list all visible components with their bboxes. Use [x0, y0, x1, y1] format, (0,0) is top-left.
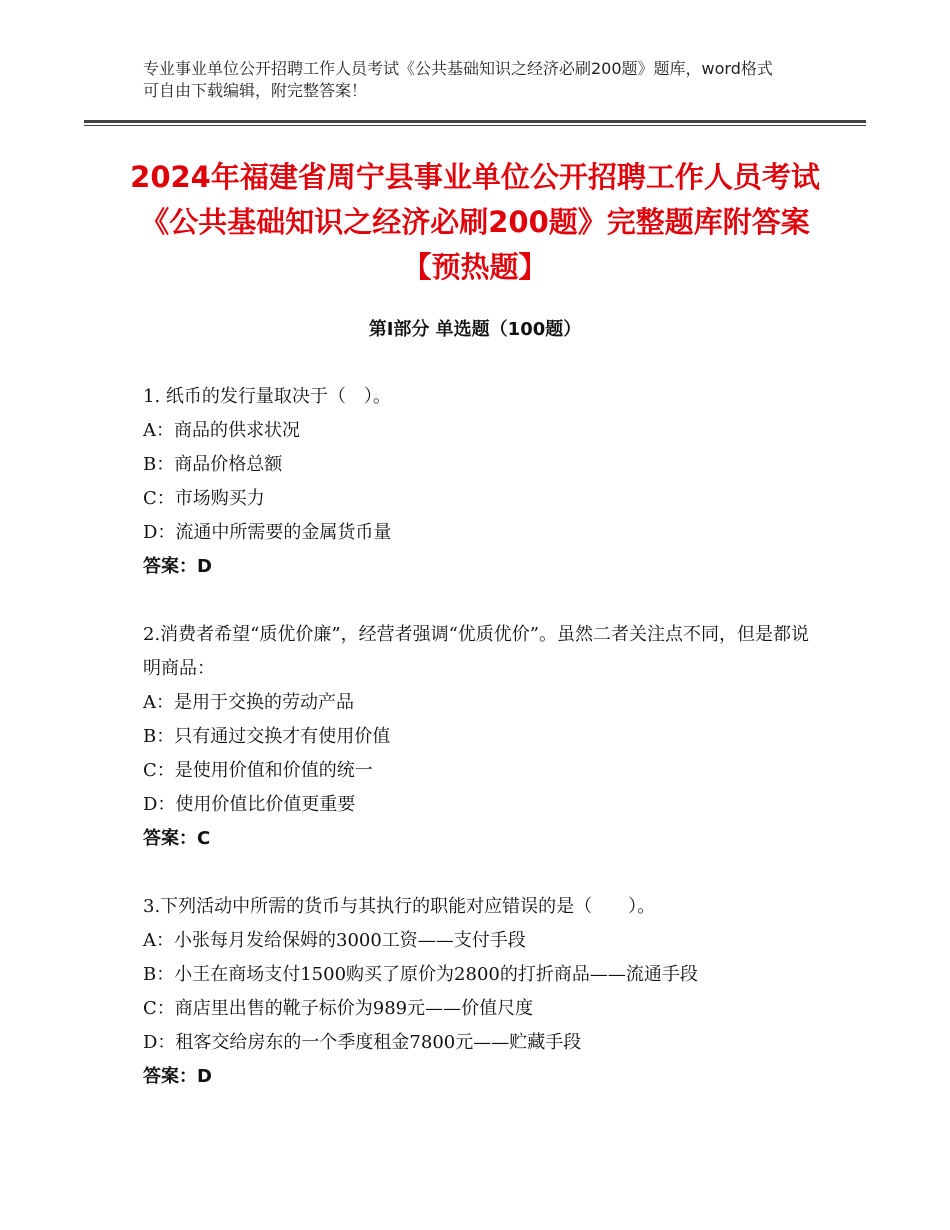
answer-label: 答案： — [143, 556, 197, 577]
question-text: 3.下列活动中所需的货币与其执行的职能对应错误的是（ ）。 — [143, 896, 656, 917]
answer-row — [143, 550, 813, 584]
question-list — [143, 380, 813, 1128]
option-b: B：只有通过交换才有使用价值 — [143, 726, 391, 747]
header-divider — [84, 120, 866, 123]
option-b: B：商品价格总额 — [143, 454, 283, 475]
question-1 — [143, 380, 813, 584]
option-c: C：市场购买力 — [143, 488, 265, 509]
document-title: 2024年福建省周宁县事业单位公开招聘工作人员考试《公共基础知识之经济必刷200题》完整题库附答案【预热题】 — [130, 160, 820, 284]
option-d: D：流通中所需要的金属货币量 — [143, 522, 392, 543]
option-b: B：小王在商场支付1500购买了原价为2800的打折商品——流通手段 — [143, 964, 698, 985]
header-note: 专业事业单位公开招聘工作人员考试《公共基础知识之经济必刷200题》题库，word格式可自由下载编辑，附完整答案！ — [143, 59, 773, 100]
answer-label: 答案： — [143, 828, 197, 849]
answer-label: 答案： — [143, 1066, 197, 1087]
option-c: C：商店里出售的靴子标价为989元——价值尺度 — [143, 998, 534, 1019]
section-heading: 第Ⅰ部分 单选题（100题） — [368, 319, 582, 340]
answer-value: D — [197, 556, 212, 577]
question-text: 2.消费者希望“质优价廉”，经营者强调“优质优价”。虽然二者关注点不同，但是都说明商品： — [143, 624, 809, 679]
answer-value: C — [197, 828, 211, 849]
answer-value: D — [197, 1066, 212, 1087]
option-a: A：商品的供求状况 — [143, 420, 300, 441]
option-c: C：是使用价值和价值的统一 — [143, 760, 373, 781]
question-text: 1. 纸币的发行量取决于（ ）。 — [143, 386, 391, 407]
option-d: D：使用价值比价值更重要 — [143, 794, 356, 815]
header-divider-thin — [84, 125, 866, 126]
answer-row — [143, 822, 813, 856]
option-a: A：小张每月发给保姆的3000工资——支付手段 — [143, 930, 526, 951]
question-3 — [143, 890, 813, 1094]
question-2 — [143, 618, 813, 856]
option-d: D：租客交给房东的一个季度租金7800元——贮藏手段 — [143, 1032, 582, 1053]
option-a: A：是用于交换的劳动产品 — [143, 692, 354, 713]
answer-row — [143, 1060, 813, 1094]
